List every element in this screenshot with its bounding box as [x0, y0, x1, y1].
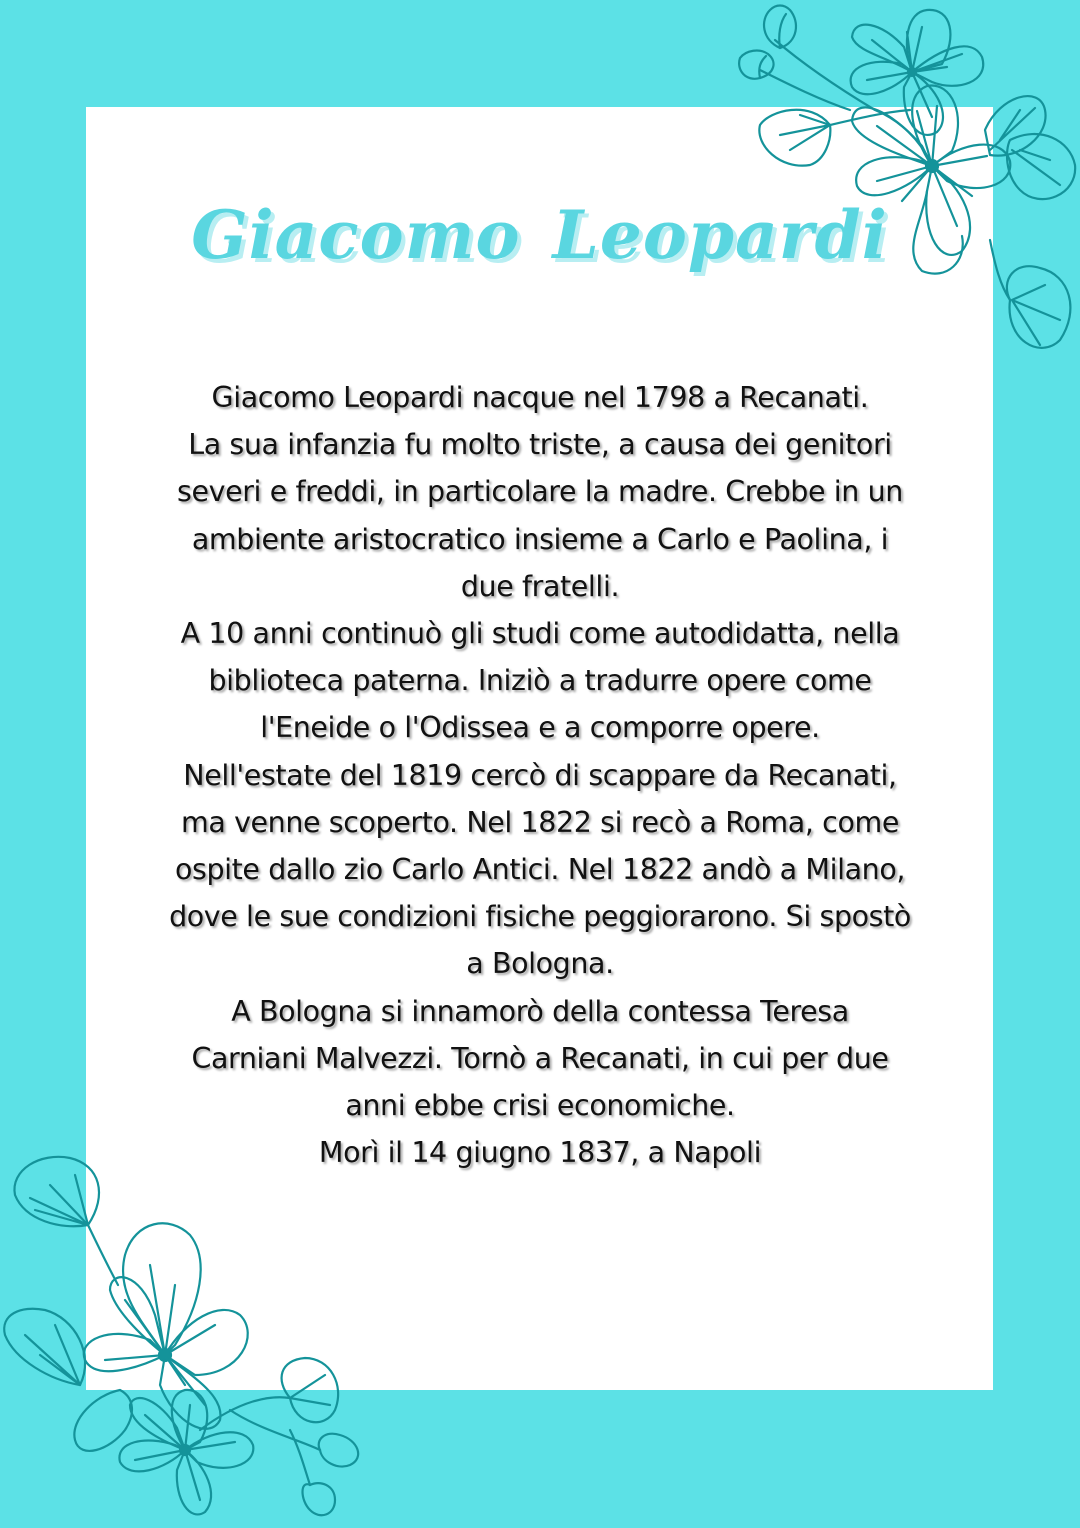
text-line: Carniani Malvezzi. Tornò a Recanati, in cui per due [191, 1041, 889, 1075]
text-line: l'Eneide o l'Odissea e a comporre opere. [260, 711, 820, 745]
text-line: Morì il 14 giugno 1837, a Napoli [318, 1136, 762, 1170]
flower-decoration-top-right [700, 0, 1080, 380]
text-line: anni ebbe crisi economiche. [345, 1089, 735, 1123]
flower-branch-icon [0, 1140, 400, 1528]
page-title [86, 196, 993, 274]
text-line: severi e freddi, in particolare la madre. Crebbe in un [177, 475, 903, 509]
text-line: ospite dallo zio Carlo Antici. Nel 1822 andò a Milano, [174, 853, 906, 887]
text-line: Giacomo Leopardi nacque nel 1798 a Recanati. [211, 381, 869, 414]
flower-decoration-bottom-left [0, 1140, 400, 1528]
text-line: ma venne scoperto. Nel 1822 si recò a Roma, come [180, 805, 899, 839]
text-line: dove le sue condizioni fisiche peggiorarono. Si spostò [169, 900, 911, 934]
text-line: biblioteca paterna. Iniziò a tradurre opere come [208, 664, 872, 698]
text-line: A Bologna si innamorò della contessa Teresa [231, 994, 849, 1028]
flower-branch-icon [700, 0, 1080, 380]
title-last-name: Leopardi [552, 196, 888, 274]
title-first-name: Giacomo [191, 196, 521, 274]
text-line: a Bologna. [466, 947, 614, 981]
text-line: La sua infanzia fu molto triste, a causa dei genitori [188, 428, 892, 462]
text-line: ambiente aristocratico insieme a Carlo e Paolina, i [191, 522, 889, 556]
text-line: A 10 anni continuò gli studi come autodidatta, nella [180, 617, 900, 651]
text-line: Nell'estate del 1819 cercò di scappare da Recanati, [183, 758, 897, 792]
biography-text [100, 374, 980, 1176]
text-line: due fratelli. [460, 569, 620, 603]
